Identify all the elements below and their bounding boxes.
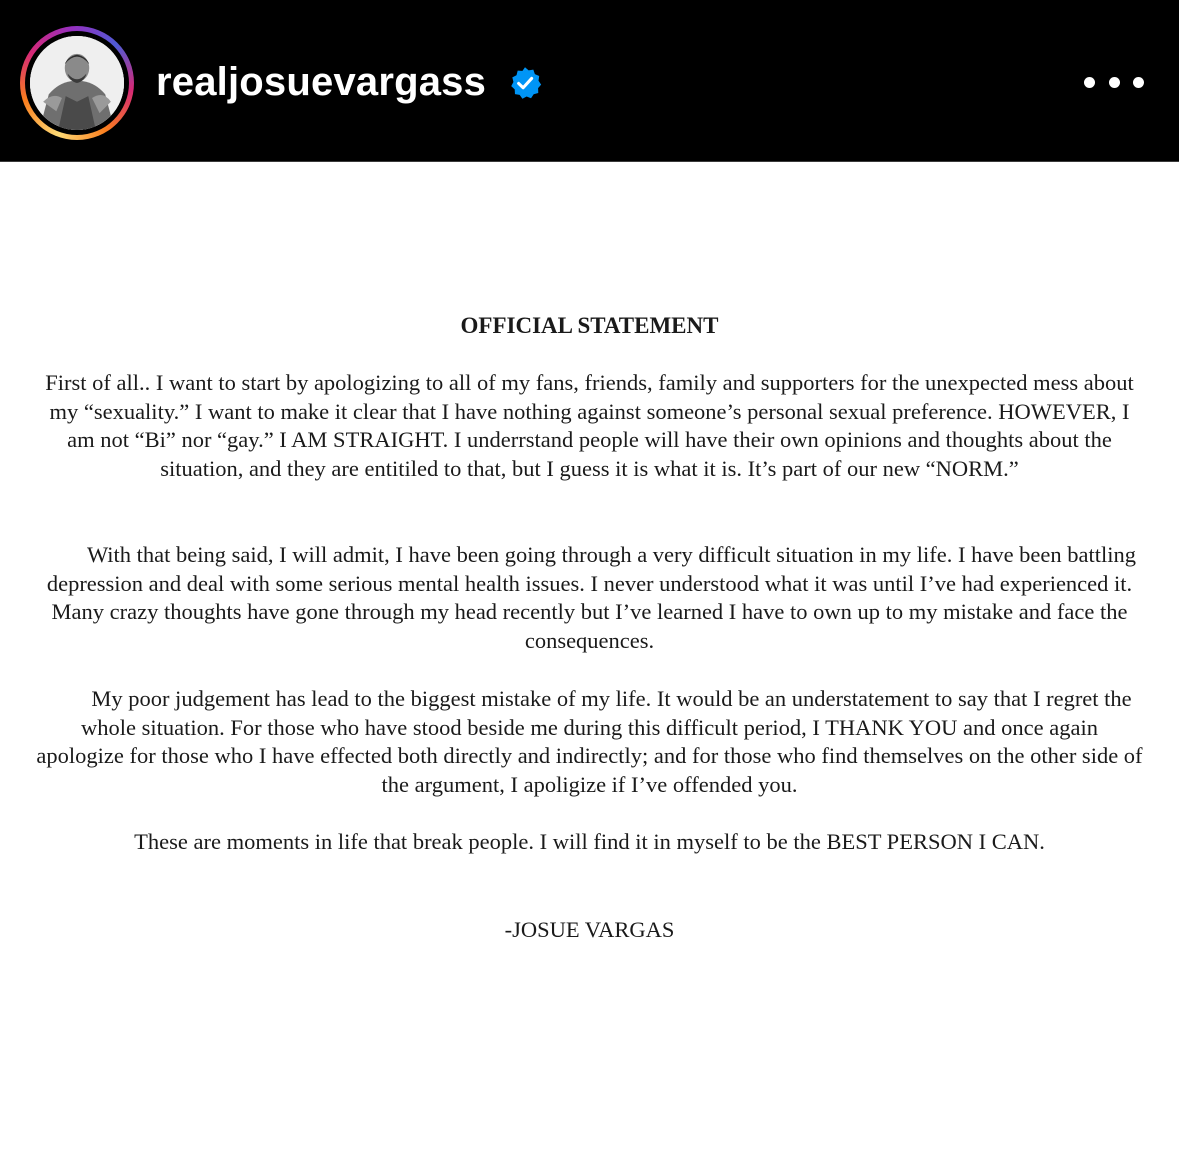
- statement-signature: -JOSUE VARGAS: [504, 917, 675, 942]
- more-horizontal-icon-dot: [1133, 77, 1144, 88]
- statement-paragraph-3: [36, 685, 1143, 800]
- statement-paragraph-4: These are moments in life that break people. I will find it in myself to be the BEST PERSON I CAN.: [134, 829, 1045, 854]
- statement-title: OFFICIAL STATEMENT: [460, 313, 719, 338]
- post-header: [0, 0, 1179, 162]
- statement-paragraph-3-text: My poor judgement has lead to the biggest mistake of my life. It would be an understatement to say that I regret the whole situation. For those who have stood beside me during this difficult period, I THANK YOU and once again apologize for those who I have effected both directly and indirectly; and for those who find themselves on the other side of the argument, I apoligize if I’ve offended you.: [36, 686, 1143, 798]
- more-horizontal-icon: [1084, 77, 1095, 88]
- statement-paragraph-2: [36, 541, 1143, 656]
- avatar-image: [30, 36, 124, 130]
- avatar-frame: [25, 31, 129, 135]
- verified-badge-icon: [508, 66, 542, 100]
- post-image-statement[interactable]: [0, 163, 1179, 1170]
- avatar[interactable]: [30, 36, 124, 130]
- username-link[interactable]: realjosuevargass: [156, 60, 487, 104]
- statement-paragraph-2-text: With that being said, I will admit, I have been going through a very difficult situation in my life. I have been battling depression and deal with some serious mental health issues. I never understood what it was until I’ve had experienced it. Many crazy thoughts have gone through my head recently but I’ve learned I have to own up to my mistake and face the consequences.: [46, 542, 1137, 654]
- statement-paragraph-1: First of all.. I want to start by apologizing to all of my fans, friends, family and supporters for the unexpected mess about my “sexuality.” I want to make it clear that I have nothing against someone’s personal sexual preference. HOWEVER, I am not “Bi” nor “gay.” I AM STRAIGHT. I underrstand people will have their own opinions and thoughts about the situation, and they are entitiled to that, but I guess it is what it is. It’s part of our new “NORM.”: [45, 370, 1134, 482]
- more-options-button[interactable]: [1078, 60, 1150, 104]
- more-horizontal-icon-dot: [1109, 77, 1120, 88]
- story-ring[interactable]: [20, 26, 134, 140]
